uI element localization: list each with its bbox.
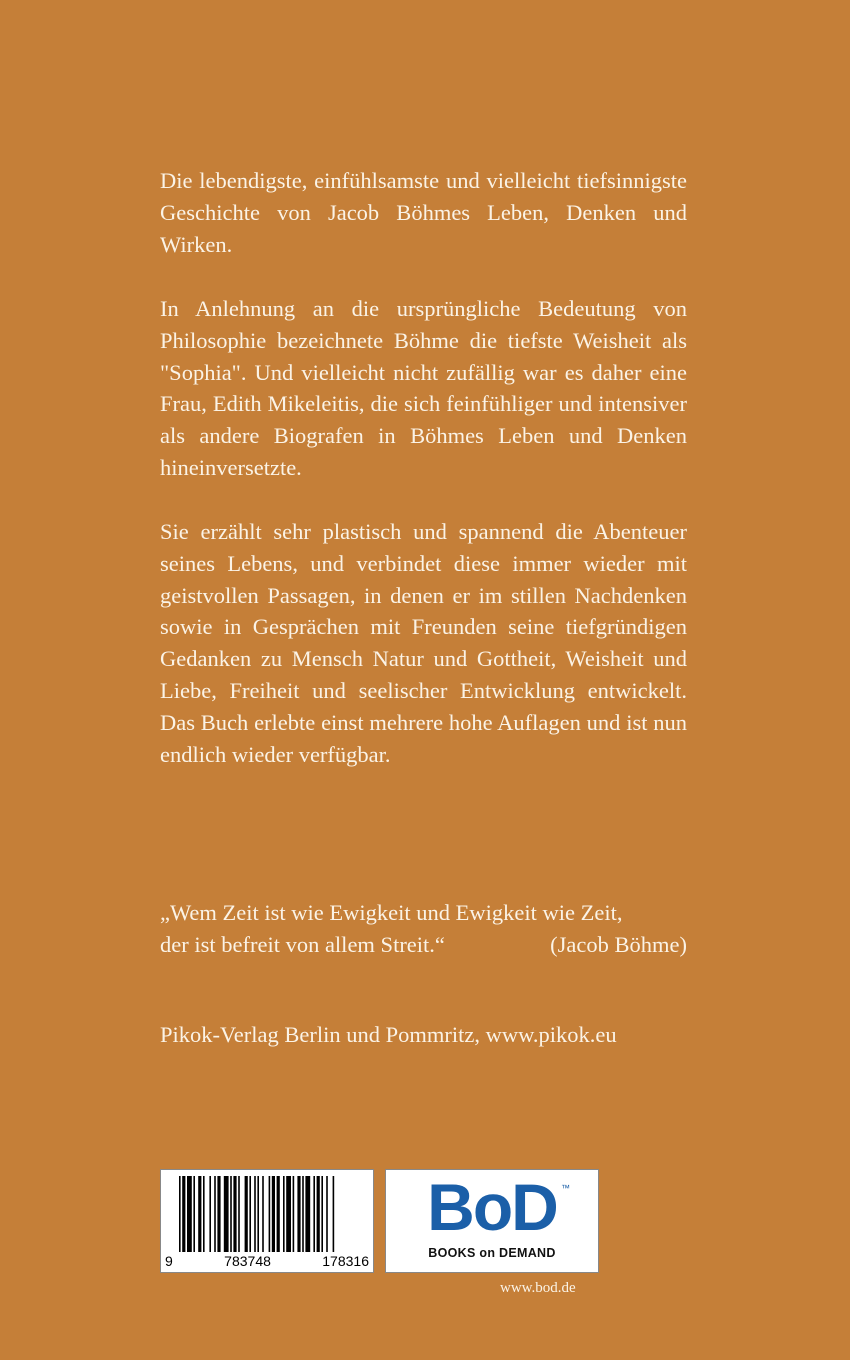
barcode-bar — [224, 1176, 229, 1252]
barcode-bar — [321, 1176, 323, 1252]
barcode-bar — [182, 1176, 185, 1252]
bod-trademark: ™ — [561, 1183, 570, 1193]
barcode-bar — [262, 1176, 264, 1252]
barcode-bar — [238, 1176, 240, 1252]
barcode-bar — [203, 1176, 205, 1252]
barcode-bar — [313, 1176, 315, 1252]
quote-line-2-row — [160, 929, 687, 961]
isbn-digit-group-3: 178316 — [322, 1253, 369, 1269]
barcode-bar — [179, 1176, 181, 1252]
isbn-digit-group-1: 9 — [165, 1253, 173, 1269]
barcode-bar — [277, 1176, 280, 1252]
barcode-bar — [272, 1176, 275, 1252]
isbn-barcode — [160, 1169, 374, 1273]
barcode-bar — [269, 1176, 271, 1252]
barcode-bar — [283, 1176, 285, 1252]
blurb-paragraph-1: Die lebendigste, einfühlsamste und vielleicht tiefsinnigste Geschichte von Jacob Böhmes Leben, Denken und Wirken. — [160, 168, 687, 257]
barcode-bars — [161, 1170, 373, 1254]
bod-logo-box — [385, 1169, 599, 1273]
blurb-paragraph-2: In Anlehnung an die ursprüngliche Bedeutung von Philosophie bezeichnete Böhme die tiefste Weisheit als "Sophia". Und vielleicht nicht zufällig war es daher eine Frau, Edith Mikeleitis, die sich feinfühliger und intensiver als andere Biografen in Böhmes Leben und Denken hineinversetzte. — [160, 296, 687, 480]
blurb-paragraph-3: Sie erzählt sehr plastisch und spannend die Abenteuer seines Lebens, und verbindet diese immer wieder mit geistvollen Passagen, in denen er im stillen Nachdenken sowie in Gesprächen mit Freunden seine tiefgründigen Gedanken zu Mensch Natur und Gottheit, Weisheit und Liebe, Freiheit und seelischer Entwicklung entwickelt. Das Buch erlebte einst mehrere hohe Auflagen und ist nun endlich wieder verfügbar. — [160, 519, 687, 767]
barcode-bar — [230, 1176, 232, 1252]
barcode-bar — [209, 1176, 211, 1252]
quote-line-1: „Wem Zeit ist wie Ewigkeit und Ewigkeit wie Zeit, — [160, 900, 623, 925]
barcode-bar — [333, 1176, 335, 1252]
quote-attribution: (Jacob Böhme) — [550, 931, 687, 957]
barcode-bar — [233, 1176, 236, 1252]
barcode-bar — [326, 1176, 328, 1252]
isbn-digit-group-2: 783748 — [224, 1253, 271, 1269]
barcode-bar — [305, 1176, 310, 1252]
barcode-bar — [198, 1176, 201, 1252]
barcode-bar — [286, 1176, 291, 1252]
barcode-bar — [297, 1176, 300, 1252]
barcode-bar — [187, 1176, 192, 1252]
publisher-line: Pikok-Verlag Berlin und Pommritz, www.pikok.eu — [160, 1022, 617, 1047]
isbn-digits — [165, 1253, 369, 1269]
barcode-bar — [254, 1176, 256, 1252]
bod-logo: BoD — [427, 1170, 557, 1244]
barcode-bar — [217, 1176, 220, 1252]
barcode-bar — [249, 1176, 251, 1252]
barcode-bar — [257, 1176, 259, 1252]
barcode-bar — [317, 1176, 320, 1252]
barcode-bar — [293, 1176, 295, 1252]
barcode-bar — [302, 1176, 304, 1252]
barcode-bar — [214, 1176, 216, 1252]
bod-tagline: BOOKS on DEMAND — [428, 1246, 556, 1260]
quote-block — [160, 897, 687, 961]
barcode-bar — [193, 1176, 195, 1252]
bod-url: www.bod.de — [500, 1280, 576, 1296]
quote-line-2: der ist befreit von allem Streit.“ — [160, 931, 445, 957]
barcode-bar — [245, 1176, 248, 1252]
